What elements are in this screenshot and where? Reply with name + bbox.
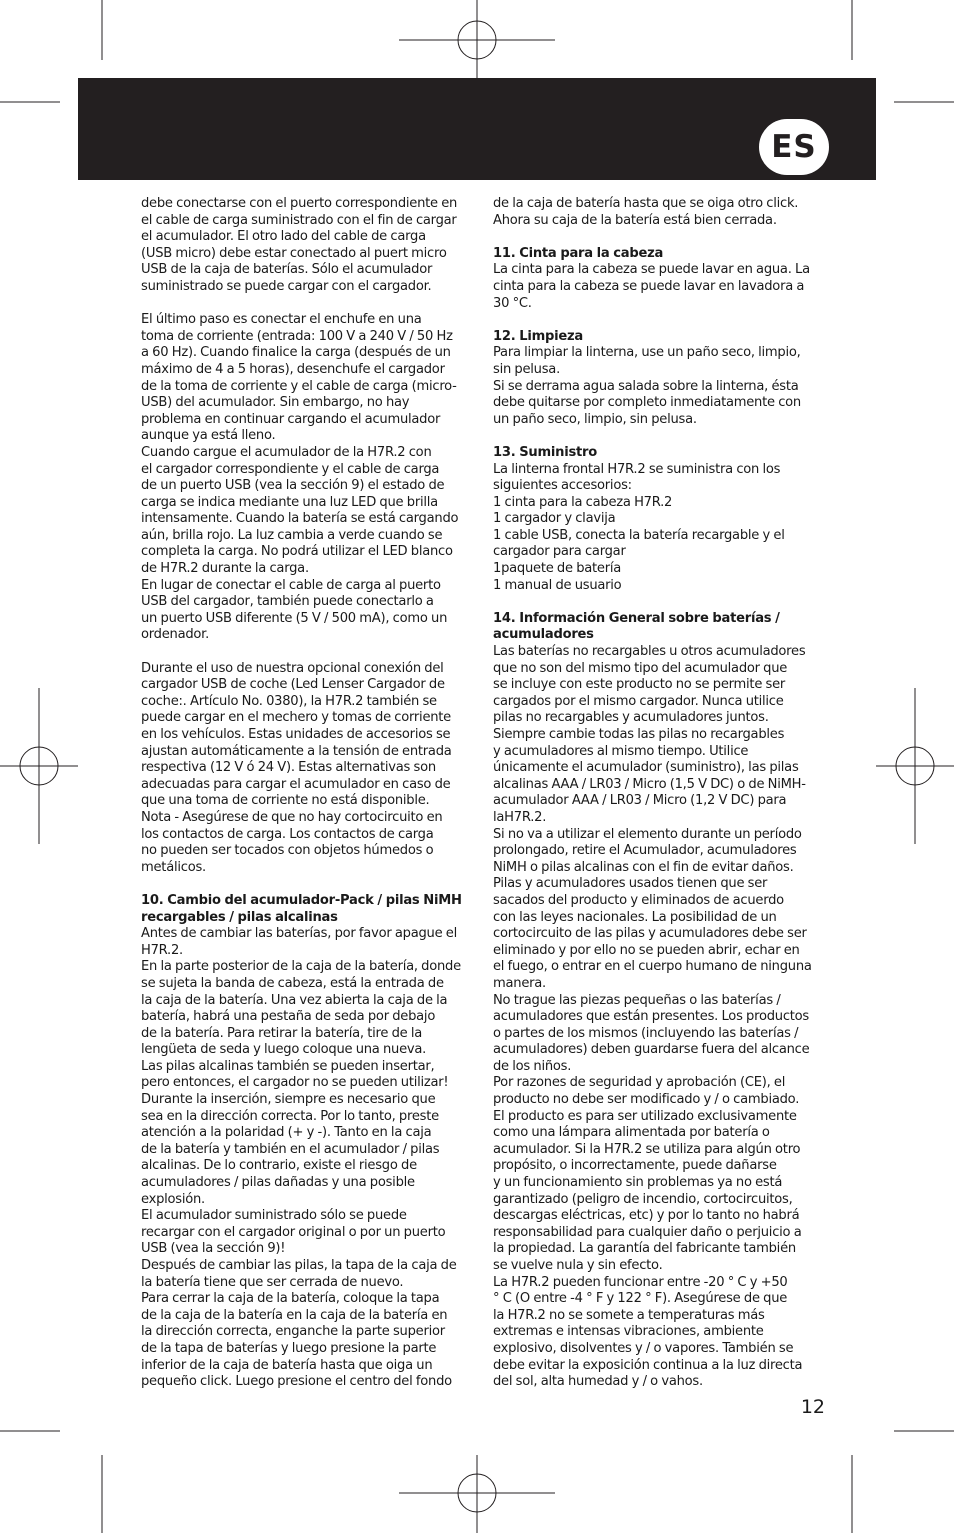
paragraph: Durante el uso de nuestra opcional conexión del cargador USB de coche (Led Lenser Cargador de coche:. Artículo No. 0380), la H7R.2 también se puede cargar en el mechero y tomas de corriente en los vehículos. Estas unidades de accesorios se ajustan automáticamente a la tensión de entrada respectiva (12 V ó 24 V). Estas alternativas son adecuadas para cargar el acumulador en caso de que una toma de corriente no está disponible. Nota - Asegúrese de que no hay cortocircuito en los contactos de carga. Los contactos de carga no pueden ser tocados con objetos húmedos o metálicos. xyxy=(141,660,452,875)
section-12-body: Para limpiar la linterna, use un paño seco, limpio, sin pelusa. Si se derrama agua salada sobre la linterna, ésta debe quitarse por completo inmediatamente con un paño seco, limpio, sin pelusa. xyxy=(493,345,801,427)
section-13-body: La linterna frontal H7R.2 se suministra con los siguientes accesorios: 1 cinta para la cabeza H7R.2 1 cargador y clavija 1 cable USB, conecta la batería recargable y el cargador para cargar 1paquete de batería 1 manual de usuario xyxy=(493,461,785,593)
section-11-body: La cinta para la cabeza se puede lavar en agua. La cinta para la cabeza se puede lavar en lavadora a 30 °C. xyxy=(493,262,810,311)
language-badge: ES xyxy=(759,119,829,175)
section-14-heading: 14. Información General sobre baterías / acumuladores xyxy=(493,610,780,643)
section-13-heading: 13. Suministro xyxy=(493,444,597,460)
left-column xyxy=(141,196,477,1391)
right-column xyxy=(493,196,829,1391)
page-number: 12 xyxy=(800,1396,825,1418)
section-10-body: Antes de cambiar las baterías, por favor apague el H7R.2. En la parte posterior de la caja de la batería, donde se sujeta la banda de cabeza, está la entrada de la caja de la batería. Una vez abierta la caja de la batería, habrá una pestaña de seda por debajo de la batería. Para retirar la batería, tire de la lengüeta de seda y luego coloque una nueva. Las pilas alcalinas también se pueden insertar, pero entonces, el cargador no se pueden utilizar! Durante la inserción, siempre es necesario que sea en la dirección correcta. Por lo tanto, preste atención a la polaridad (+ y -). Tanto en la caja de la batería y también en el acumulador / pilas alcalinas. De lo contrario, existe el riesgo de acumuladores / pilas dañadas y una posible explosión. El acumulador suministrado sólo se puede recargar con el cargador original o por un puerto USB (vea la sección 9)! Después de cambiar las pilas, la tapa de la caja de la batería tiene que ser cerrada de nuevo. Para cerrar la caja de la batería, coloque la tapa de la caja de la batería en la caja de la batería en la dirección correcta, enganche la parte superior de la tapa de baterías y luego presione la parte inferior de la caja de batería hasta que oiga un pequeño click. Luego presione el centro del fondo xyxy=(141,926,461,1390)
header-banner xyxy=(78,78,876,180)
section-11-heading: 11. Cinta para la cabeza xyxy=(493,245,664,261)
section-14-body: Las baterías no recargables u otros acumuladores que no son del mismo tipo del acumulador que se incluye con este producto no se permite ser cargados por el mismo cargador. Nunca utilice pilas no recargables y acumuladores juntos. Siempre cambie todas las pilas no recargables y acumuladores al mismo tiempo. Utilice únicamente el acumulador (suministro), las pilas alcalinas AAA / LR03 / Micro (1,5 V DC) o de NiMH- acumulador AAA / LR03 / Micro (1,2 V DC) para laH7R.2. Si no va a utilizar el elemento durante un período prolongado, retire el Acumulador, acumuladores NiMH o pilas alcalinas con el fin de evitar daños. Pilas y acumuladores usados tienen que ser sacados del producto y eliminados de acuerdo con las leyes nacionales. La posibilidad de un cortocircuito de las pilas y acumuladores debe ser eliminado y por ello no se pueden abrir, echar en el fuego, o entrar en el cuerpo humano de ninguna manera. No trague las piezas pequeñas o las baterías / acumuladores que están presentes. Los productos o partes de los mismos (incluyendo las baterías / acumuladores) deben guardarse fuera del alcance de los niños. Por razones de seguridad y aprobación (CE), el producto no debe ser modificado y / o cambiado. El producto es para ser utilizado exclusivamente como una lámpara alimentada por batería o acumulador. Si la H7R.2 se utiliza para algún otro propósito, o incorrectamente, puede dañarse y un funcionamiento sin problemas ya no está garantizado (peligro de incendio, cortocircuitos, descargas eléctricas, etc) y por lo tanto no habrá responsabilidad para cualquier daño o perjuicio a la propiedad. La garantía del fabricante también se vuelve nula y sin efecto. La H7R.2 pueden funcionar entre -20 ° C y +50 ° C (O entre -4 ° F y 122 ° F). Asegúrese de que la H7R.2 no se somete a temperaturas más extremas e intensas vibraciones, ambiente explosivo, disolventes y / o vapores. También se debe evitar la exposición continua a la luz directa del sol, alta humedad y / o vahos. xyxy=(493,644,812,1390)
paragraph: debe conectarse con el puerto correspondiente en el cable de carga suministrado con el fin de cargar el acumulador. El otro lado del cable de carga (USB micro) debe estar conectado al puert micro USB de la caja de baterías. Sólo el acumulador suministrado se puede cargar con el cargador. xyxy=(141,196,458,294)
paragraph: El último paso es conectar el enchufe en una toma de corriente (entrada: 100 V a 240 V / 50 Hz a 60 Hz). Cuando finalice la carga (después de un máximo de 4 a 5 horas), desenchufe el cargador de la toma de corriente y el cable de carga (micro- USB) del acumulador. Sin embargo, no hay problema en continuar cargando el acumulador aunque ya está lleno. Cuando cargue el acumulador de la H7R.2 con el cargador correspondiente y el cable de carga de un puerto USB (vea la sección 9) el estado de carga se indica mediante una luz LED que brilla intensamente. Cuando la batería se está cargando aún, brilla rojo. La luz cambia a verde cuando se completa la carga. No podrá utilizar el LED blanco de H7R.2 durante la carga. En lugar de conectar el cable de carga al puerto USB del cargador, también puede conectarlo a un puerto USB diferente (5 V / 500 mA), como un ordenador. xyxy=(141,312,459,643)
paragraph: de la caja de batería hasta que se oiga otro click. Ahora su caja de la batería está bien cerrada. xyxy=(493,196,799,228)
section-12-heading: 12. Limpieza xyxy=(493,328,583,344)
section-10-heading: 10. Cambio del acumulador-Pack / pilas NiMH recargables / pilas alcalinas xyxy=(141,892,462,925)
